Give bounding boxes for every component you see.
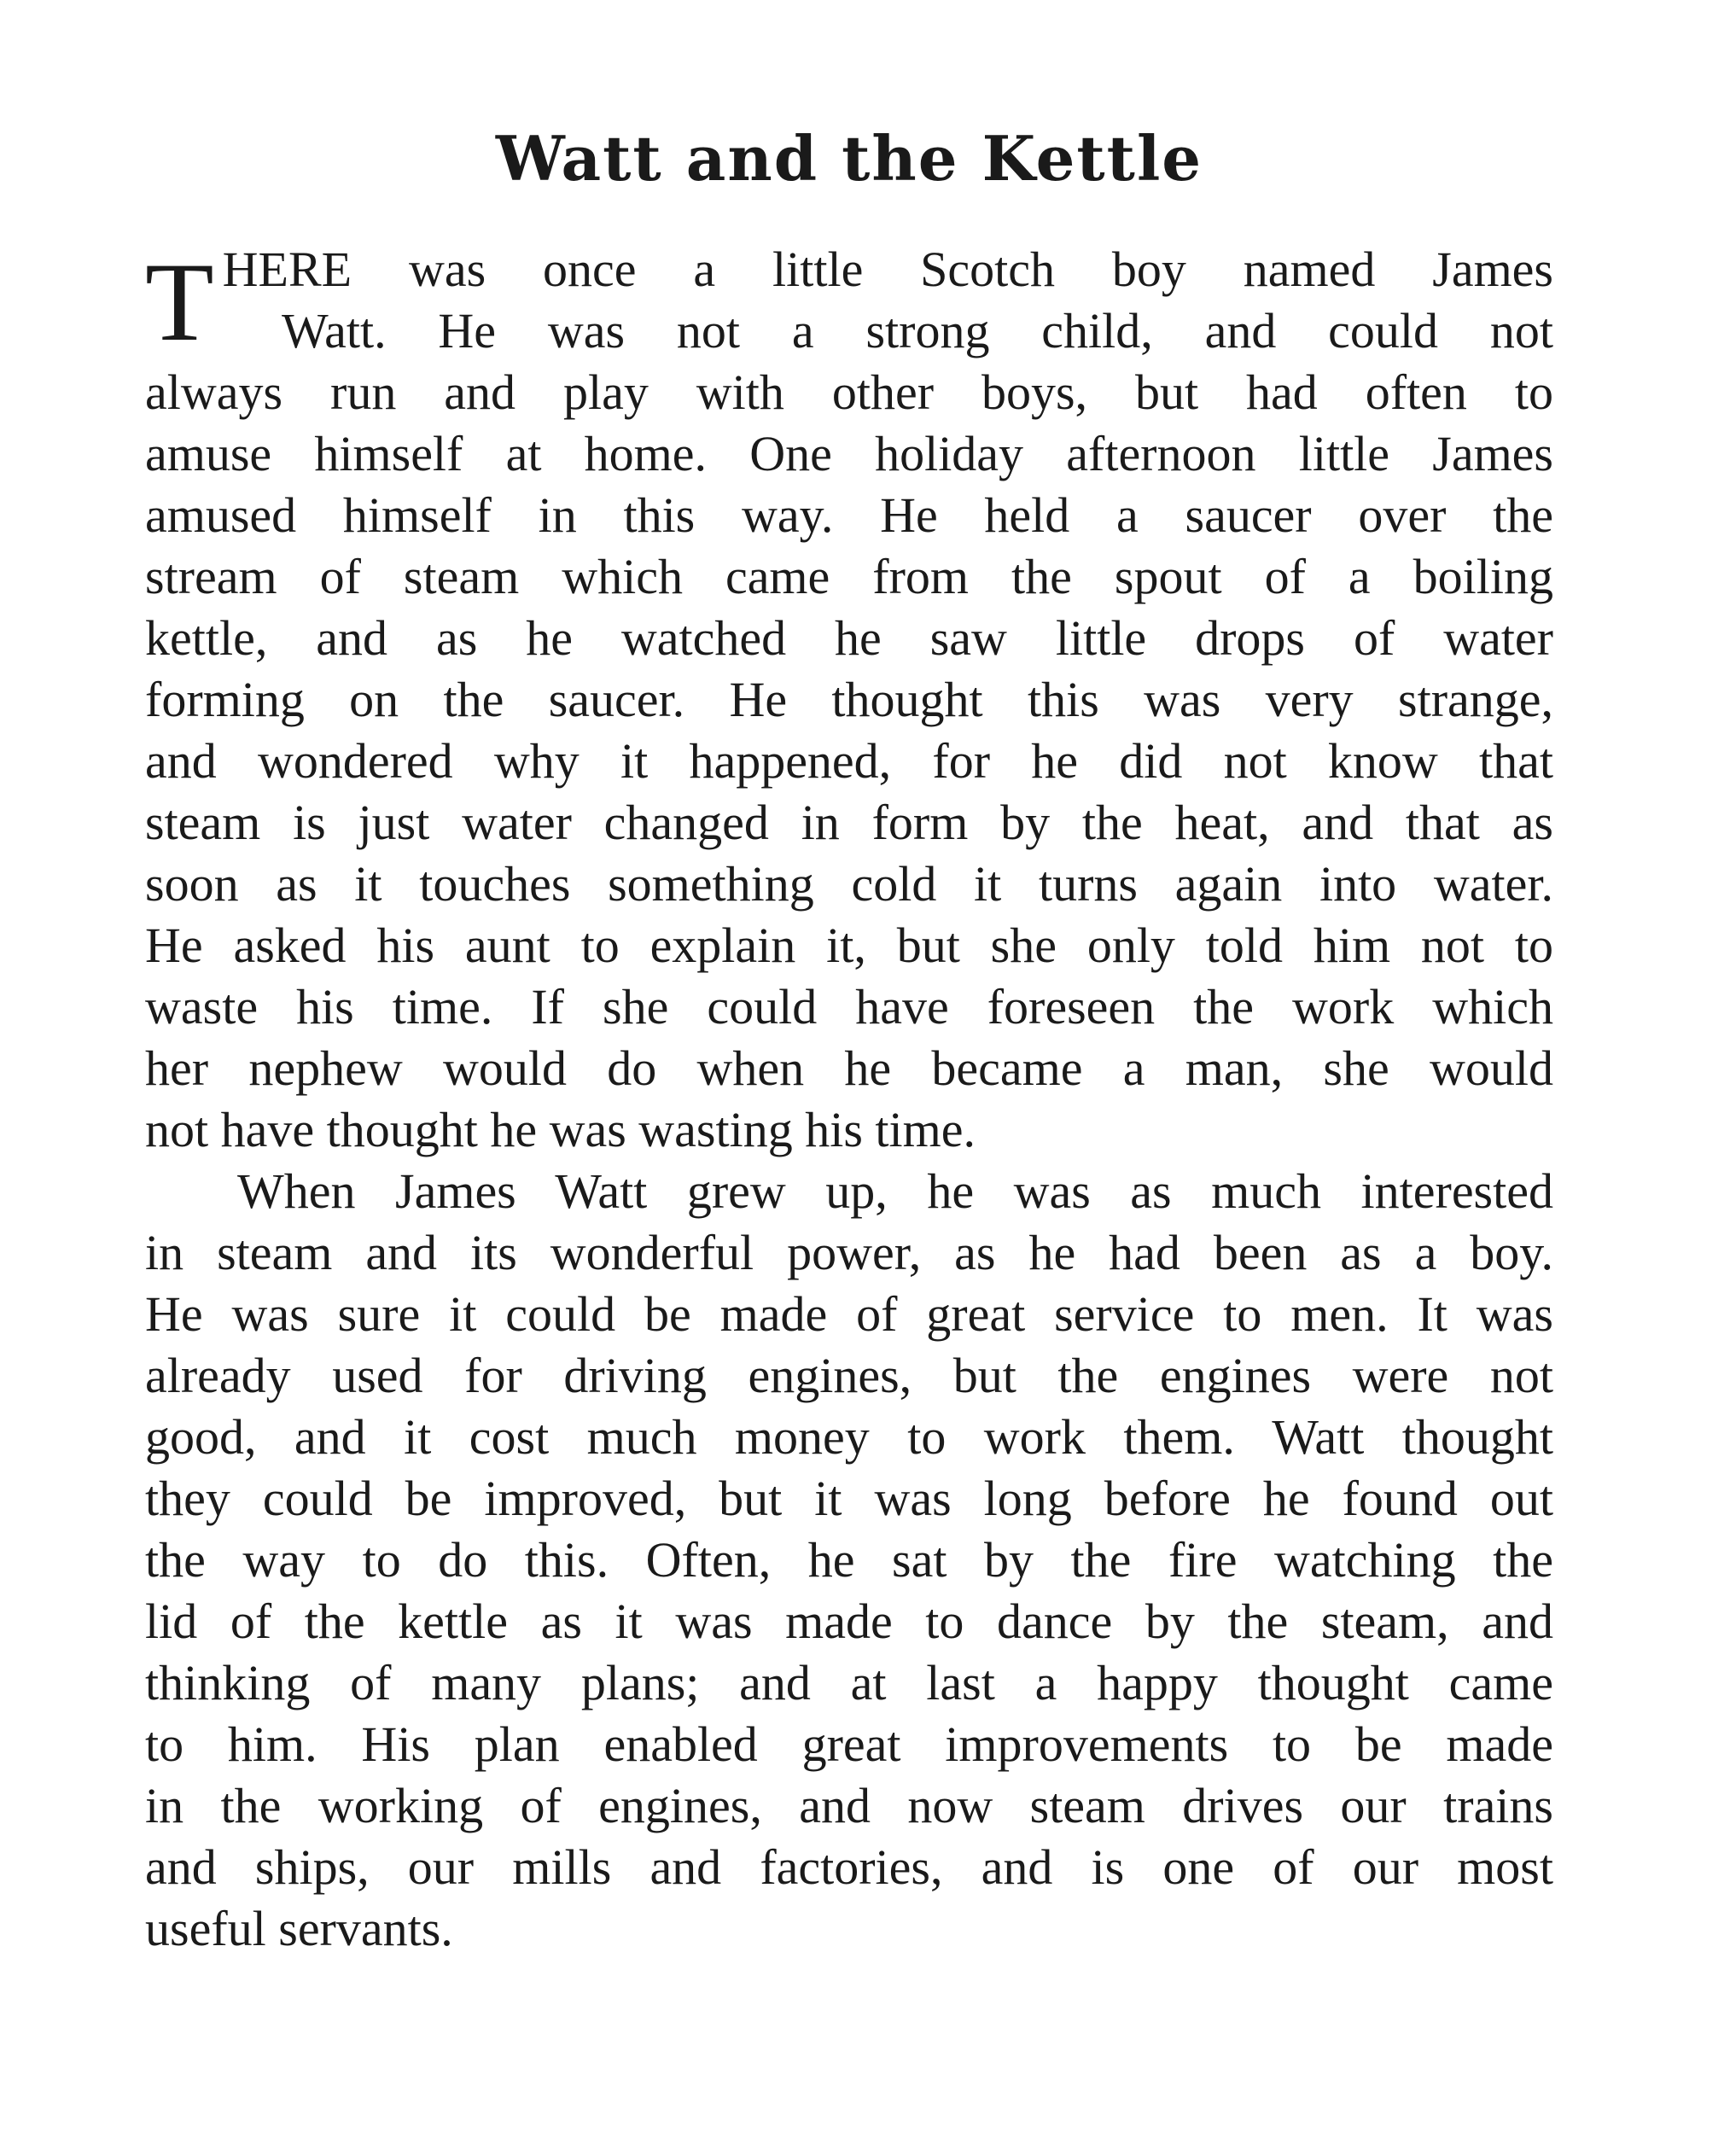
paragraph-1-line-13: waste his time. If she could have foreseen the work which — [145, 979, 1553, 1034]
paragraph-1-line-14: her nephew would do when he became a man, she would — [145, 1040, 1553, 1096]
paragraph-1-line-8: forming on the saucer. He thought this was very strange, — [145, 672, 1553, 727]
paragraph-2-line-13: useful servants. — [145, 1901, 453, 1956]
paragraph-2-line-3: He was sure it could be made of great service to men. It was — [145, 1286, 1553, 1342]
paragraph-2-line-6: they could be improved, but it was long before he found out — [145, 1471, 1553, 1526]
paragraph-2-line-1: When James Watt grew up, he was as much interested — [237, 1163, 1553, 1219]
paragraph-1-line-10: steam is just water changed in form by the heat, and that as — [145, 795, 1553, 850]
paragraph-1-line-15: not have thought he was wasting his time. — [145, 1102, 976, 1157]
paragraph-1-line-2: Watt. He was not a strong child, and could not — [282, 303, 1553, 358]
paragraph-1-line-5: amused himself in this way. He held a saucer over the — [145, 487, 1553, 543]
paragraph-1-line-12: He asked his aunt to explain it, but she only told him not to — [145, 918, 1553, 973]
paragraph-2-line-8: lid of the kettle as it was made to dance by the steam, and — [145, 1594, 1553, 1649]
paragraph-2-line-11: in the working of engines, and now steam drives our trains — [145, 1778, 1553, 1833]
paragraph-1 — [145, 239, 1553, 1161]
paragraph-1-line-1-text: HERE was once a little Scotch boy named James — [222, 242, 1553, 297]
paragraph-2-line-9: thinking of many plans; and at last a happy thought came — [145, 1655, 1553, 1710]
paragraph-2-line-4: already used for driving engines, but the engines were not — [145, 1348, 1553, 1403]
page-title: Watt and the Kettle — [495, 122, 1203, 195]
paragraph-2-line-10: to him. His plan enabled great improvements to be made — [145, 1716, 1553, 1772]
paragraph-1-line-6: stream of steam which came from the spout of a boiling — [145, 549, 1553, 604]
paragraph-2-line-2: in steam and its wonderful power, as he had been as a boy. — [145, 1225, 1553, 1280]
document-page — [145, 122, 1553, 1960]
paragraph-2 — [145, 1161, 1553, 1960]
paragraph-1-line-7: kettle, and as he watched he saw little drops of water — [145, 610, 1553, 666]
paragraph-2-line-7: the way to do this. Often, he sat by the fire watching the — [145, 1532, 1553, 1588]
paragraph-1-line-9: and wondered why it happened, for he did not know that — [145, 733, 1553, 789]
drop-cap: T — [145, 239, 214, 364]
paragraph-1-line-11: soon as it touches something cold it turns again into water. — [145, 856, 1553, 912]
paragraph-1-line-4: amuse himself at home. One holiday afternoon little James — [145, 426, 1553, 481]
paragraph-2-line-5: good, and it cost much money to work them. Watt thought — [145, 1409, 1553, 1465]
paragraph-1-line-3: always run and play with other boys, but had often to — [145, 364, 1553, 420]
paragraph-2-line-12: and ships, our mills and factories, and is one of our most — [145, 1839, 1553, 1895]
